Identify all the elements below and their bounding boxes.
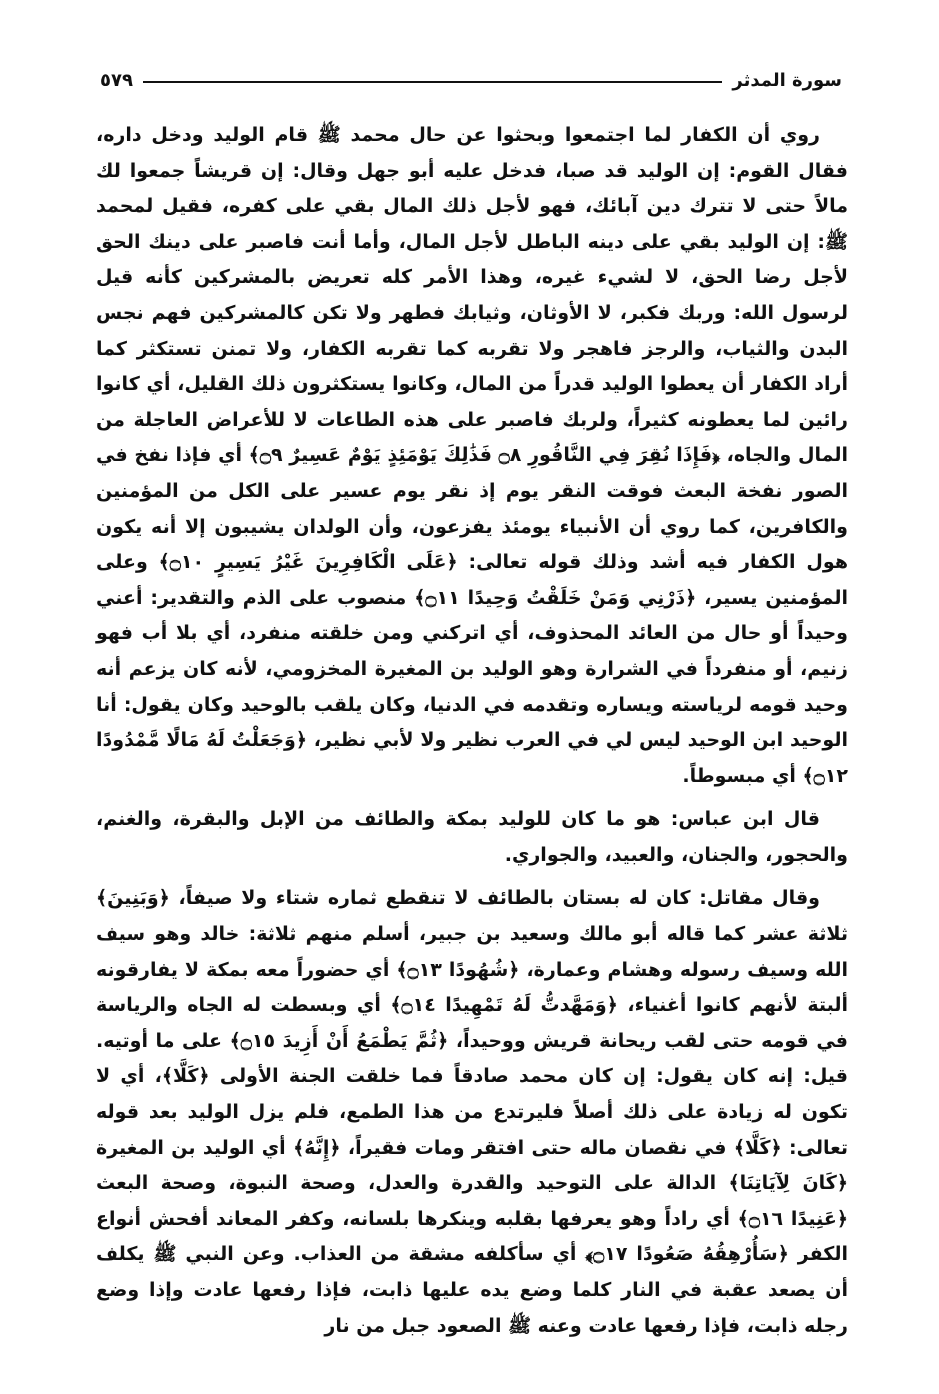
page-number: ٥٧٩ [100,69,133,91]
page-body [96,118,848,1352]
page-header [100,62,842,98]
paragraph-2: قال ابن عباس: هو ما كان للوليد بمكة والطائف من الإبل والبقرة، والغنم، والحجور، والجنان، والعبيد، والجواري. [96,808,848,866]
surah-title: سورة المدثر [732,69,842,91]
paragraph-1: روي أن الكفار لما اجتمعوا وبحثوا عن حال محمد ﷺ قام الوليد ودخل داره، فقال القوم: إن الوليد قد صبا، فدخل عليه أبو جهل وقال: إن قريشاً جمعوا لك مالاً حتى لا تترك دين آبائك، فهو لأجل ذلك المال بقي على كفره، فقيل لمحمد ﷺ: إن الوليد بقي على دينه الباطل لأجل المال، وأما أنت فاصبر على دينك الحق لأجل رضا الحق، لا لشيء غيره، وهذا الأمر كله تعريض بالمشركين كأنه قيل لرسول الله: وربك فكبر، لا الأوثان، وثيابك فطهر ولا تكن كالمشركين فهم نجس البدن والثياب، والرجز فاهجر ولا تقربه كما تقربه الكفار، ولا تمنن تستكثر كما أراد الكفار أن يعطوا الوليد قدراً من المال، وكانوا يستكثرون ذلك القليل، أي كانوا رائين لما يعطونه كثيراً، ولربك فاصبر على هذه الطاعات لا للأعراض العاجلة من المال والجاه، ﴿فَإِذَا نُقِرَ فِي النَّاقُورِ ۝٨ فَذَٰلِكَ يَوْمَئِذٍ يَوْمٌ عَسِيرٌ ۝٩﴾ أي فإذا نفخ في الصور نفخة البعث فوقت النقر يوم إذ نقر يوم عسير على الكل من المؤمنين والكافرين، كما روي أن الأنبياء يومئذ يفزعون، وأن الولدان يشيبون إلا أنه يكون هول الكفار فيه أشد وذلك قوله تعالى: ﴿عَلَى الْكَافِرِينَ غَيْرُ يَسِيرٍ ۝١٠﴾ وعلى المؤمنين يسير، ﴿ذَرْنِي وَمَنْ خَلَقْتُ وَحِيدًا ۝١١﴾ منصوب على الذم والتقدير: أعني وحيداً أو حال من العائد المحذوف، أي اتركني ومن خلقته منفرد، أي بلا أب فهو زنيم، أو منفرداً في الشرارة وهو الوليد بن المغيرة المخزومي، لأنه كان يزعم أنه وحيد قومه لرياسته ويساره وتقدمه في الدنيا، وكان يلقب بالوحيد وكان يقول: أنا الوحيد ابن الوحيد ليس لي في العرب نظير ولا لأبي نظير، ﴿وَجَعَلْتُ لَهُ مَالًا مَّمْدُودًا ۝١٢﴾ أي مبسوطاً. [96,124,849,787]
paragraph-3: وقال مقاتل: كان له بستان بالطائف لا تنقطع ثماره شتاء ولا صيفاً، ﴿وَبَنِينَ﴾ ثلاثة عشر كما قاله أبو مالك وسعيد بن جبير، أسلم منهم ثلاثة: خالد وهو سيف الله وسيف رسوله وهشام وعمارة، ﴿شُهُودًا ۝١٣﴾ أي حضوراً معه بمكة لا يفارقونه ألبتة لأنهم كانوا أغنياء، ﴿وَمَهَّدتُّ لَهُ تَمْهِيدًا ۝١٤﴾ أي وبسطت له الجاه والرياسة في قومه حتى لقب ريحانة قريش ووحيداً، ﴿ثُمَّ يَطْمَعُ أَنْ أَزِيدَ ۝١٥﴾ على ما أوتيه. قيل: إنه كان يقول: إن كان محمد صادقاً فما خلقت الجنة الأولى ﴿كَلَّا﴾، أي لا تكون له زيادة على ذلك أصلاً فليرتدع من هذا الطمع، فلم يزل الوليد بعد قوله تعالى: ﴿كَلَّا﴾ في نقصان ماله حتى افتقر ومات فقيراً، ﴿إِنَّهُ﴾ أي الوليد بن المغيرة ﴿كَانَ لِآيَاتِنَا﴾ الدالة على التوحيد والقدرة والعدل، وصحة النبوة، وصحة البعث ﴿عَنِيدًا ۝١٦﴾ أي راداً وهو يعرفها بقلبه وينكرها بلسانه، وكفر المعاند أفحش أنواع الكفر ﴿سَأُرْهِقُهُ صَعُودًا ۝١٧﴾ أي سأكلفه مشقة من العذاب. وعن النبي ﷺ يكلف أن يصعد عقبة في النار كلما وضع يده عليها ذابت، فإذا رفعها عادت وإذا وضع رجله ذابت، فإذا رفعها عادت وعنه ﷺ الصعود جبل من نار [96,887,849,1337]
header-rule [143,81,722,83]
